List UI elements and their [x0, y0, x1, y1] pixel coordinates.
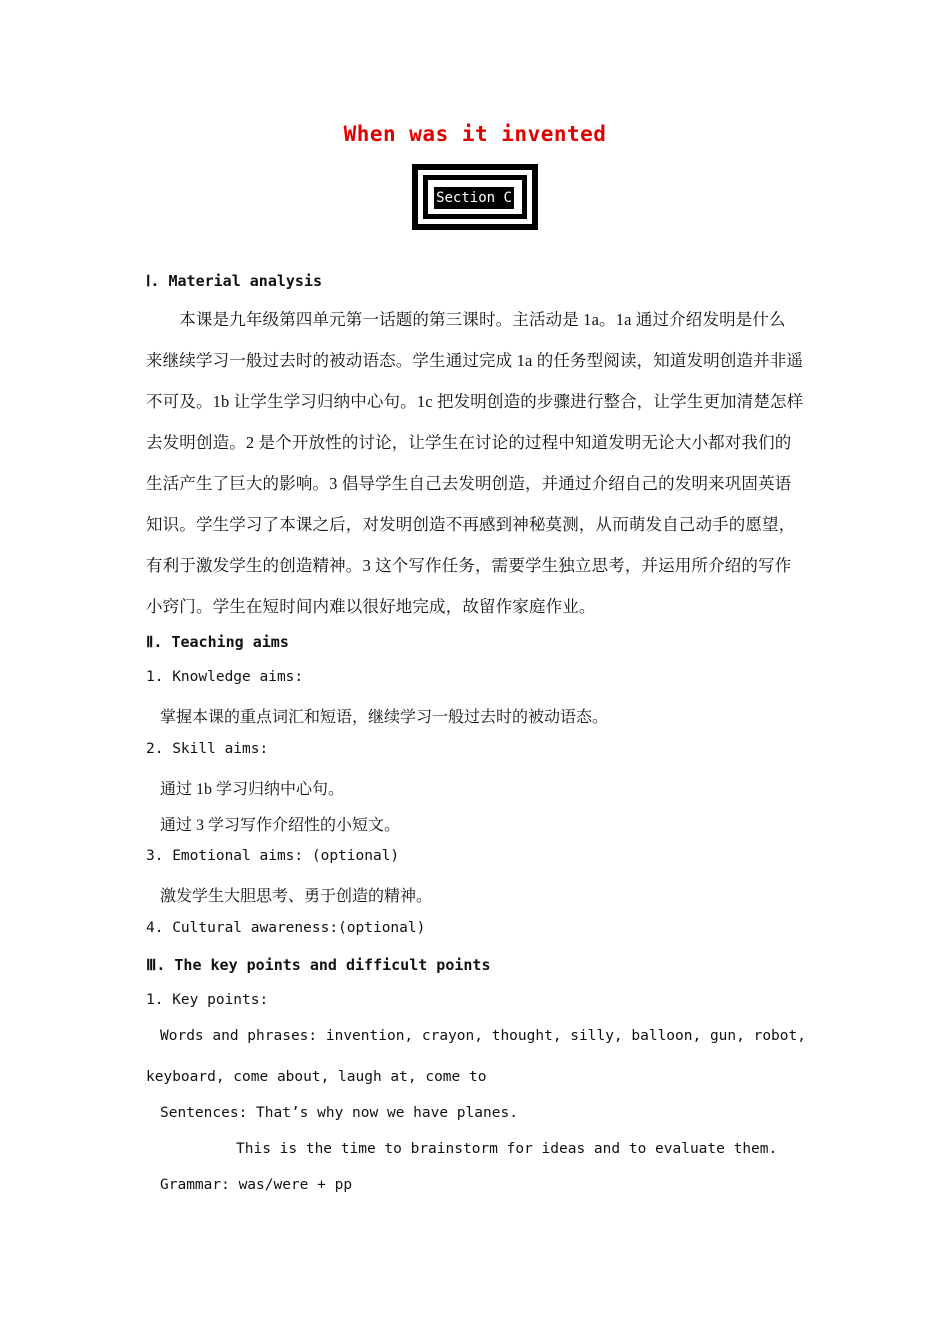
word: and: [212, 1028, 239, 1044]
knowledge-aims-label: 1. Knowledge aims:: [146, 669, 304, 685]
key-points-label: 1. Key points:: [146, 992, 269, 1008]
word: phrases:: [247, 1028, 318, 1044]
paragraph-line: 不可及。1b 让学生学习归纳中心句。1c 把发明创造的步骤进行整合，让学生更加清楚怎样: [146, 392, 804, 411]
paragraph-line: 去发明创造。2 是个开放性的讨论，让学生在讨论的过程中知道发明无论大小都对我们的: [146, 433, 792, 452]
paragraph-line: 知识。学生学习了本课之后，对发明创造不再感到神秘莫测，从而萌发自己动手的愿望，: [146, 515, 796, 534]
paragraph-line: 小窍门。学生在短时间内难以很好地完成，故留作家庭作业。: [146, 597, 596, 616]
document-title: When was it invented: [343, 122, 607, 146]
word: Words: [160, 1028, 204, 1044]
section-label: Section C: [434, 187, 514, 209]
skill-aims-label: 2. Skill aims:: [146, 741, 269, 757]
emotional-aims-text: 激发学生大胆思考、勇于创造的精神。: [160, 888, 433, 905]
heading-key-points: Ⅲ. The key points and difficult points: [146, 956, 491, 974]
word: invention,: [325, 1028, 414, 1044]
heading-teaching-aims: Ⅱ. Teaching aims: [146, 633, 289, 651]
word: silly,: [570, 1028, 623, 1044]
paragraph-line: 来继续学习一般过去时的被动语态。学生通过完成 1a 的任务型阅读，知道发明创造并非遥: [146, 351, 804, 370]
paragraph-line: 本课是九年级第四单元第一话题的第三课时。主活动是 1a。1a 通过介绍发明是什么: [146, 310, 786, 329]
word: robot,: [753, 1028, 806, 1044]
word: crayon,: [421, 1028, 483, 1044]
paragraph-line: 有利于激发学生的创造精神。3 这个写作任务，需要学生独立思考，并运用所介绍的写作: [146, 556, 792, 575]
heading-material-analysis: Ⅰ. Material analysis: [146, 272, 323, 290]
knowledge-aims-text: 掌握本课的重点词汇和短语，继续学习一般过去时的被动语态。: [160, 709, 609, 726]
paragraph-line: 生活产生了巨大的影响。3 倡导学生自己去发明创造，并通过介绍自己的发明来巩固英语: [146, 474, 792, 493]
cultural-awareness-label: 4. Cultural awareness:(optional): [146, 920, 426, 936]
word: thought,: [491, 1028, 562, 1044]
sentences-line-2: This is the time to brainstorm for ideas and to evaluate them.: [236, 1141, 778, 1157]
emotional-aims-label: 3. Emotional aims: (optional): [146, 848, 400, 864]
words-and-phrases-line: [160, 1028, 806, 1044]
section-box: [412, 164, 538, 230]
grammar-line: Grammar: was/were + pp: [160, 1177, 353, 1193]
skill-aims-text-2: 通过 3 学习写作介绍性的小短文。: [160, 817, 401, 834]
skill-aims-text-1: 通过 1b 学习归纳中心句。: [160, 781, 345, 798]
word: gun,: [709, 1028, 745, 1044]
sentences-line-1: Sentences: That’s why now we have planes.: [160, 1105, 518, 1121]
word: balloon,: [631, 1028, 702, 1044]
words-and-phrases-continued: keyboard, come about, laugh at, come to: [146, 1069, 487, 1085]
